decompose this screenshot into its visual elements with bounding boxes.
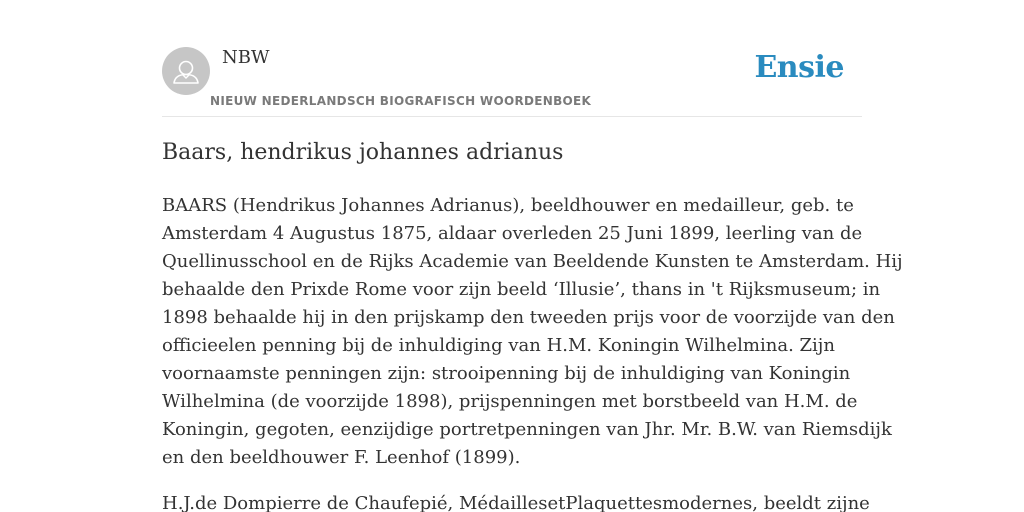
source-short-name[interactable]: NBW	[222, 47, 270, 68]
text-line: Amsterdam 4 Augustus 1875, aldaar overleden 25 Juni 1899, leerling van de	[162, 223, 863, 244]
ensie-logo[interactable]: Ensie	[754, 50, 844, 85]
text-line: Wilhelmina (de voorzijde 1898), prijspenningen met borstbeeld van H.M. de	[162, 391, 858, 412]
user-icon[interactable]	[162, 47, 210, 95]
text-line: voornaamste penningen zijn: strooipenning bij de inhuldiging van Koningin	[162, 363, 851, 384]
article-paragraph-1	[162, 192, 903, 472]
text-line: behaalde den Prixde Rome voor zijn beeld ‘Illusie’, thans in 't Rijksmuseum; in	[162, 279, 881, 300]
source-header	[162, 0, 862, 117]
text-line: H.J.de Dompierre de Chaufepié, MédaillesetPlaquettesmodernes, beeldt zijne	[162, 493, 870, 512]
article-paragraph-2	[162, 490, 870, 512]
page-container	[162, 0, 903, 512]
article-title: Baars, hendrikus johannes adrianus	[162, 140, 564, 165]
source-full-name: NIEUW NEDERLANDSCH BIOGRAFISCH WOORDENBOEK	[210, 94, 592, 108]
text-line: Koningin, gegoten, eenzijdige portretpenningen van Jhr. Mr. B.W. van Riemsdijk	[162, 419, 892, 440]
text-line: 1898 behaalde hij in den prijskamp den tweeden prijs voor de voorzijde van den	[162, 307, 895, 328]
article-body	[162, 192, 903, 512]
text-line: officieelen penning bij de inhuldiging van H.M. Koningin Wilhelmina. Zijn	[162, 335, 835, 356]
text-line: BAARS (Hendrikus Johannes Adrianus), beeldhouwer en medailleur, geb. te	[162, 195, 854, 216]
text-line: en den beeldhouwer F. Leenhof (1899).	[162, 447, 521, 468]
text-line: Quellinusschool en de Rijks Academie van Beeldende Kunsten te Amsterdam. Hij	[162, 251, 903, 272]
